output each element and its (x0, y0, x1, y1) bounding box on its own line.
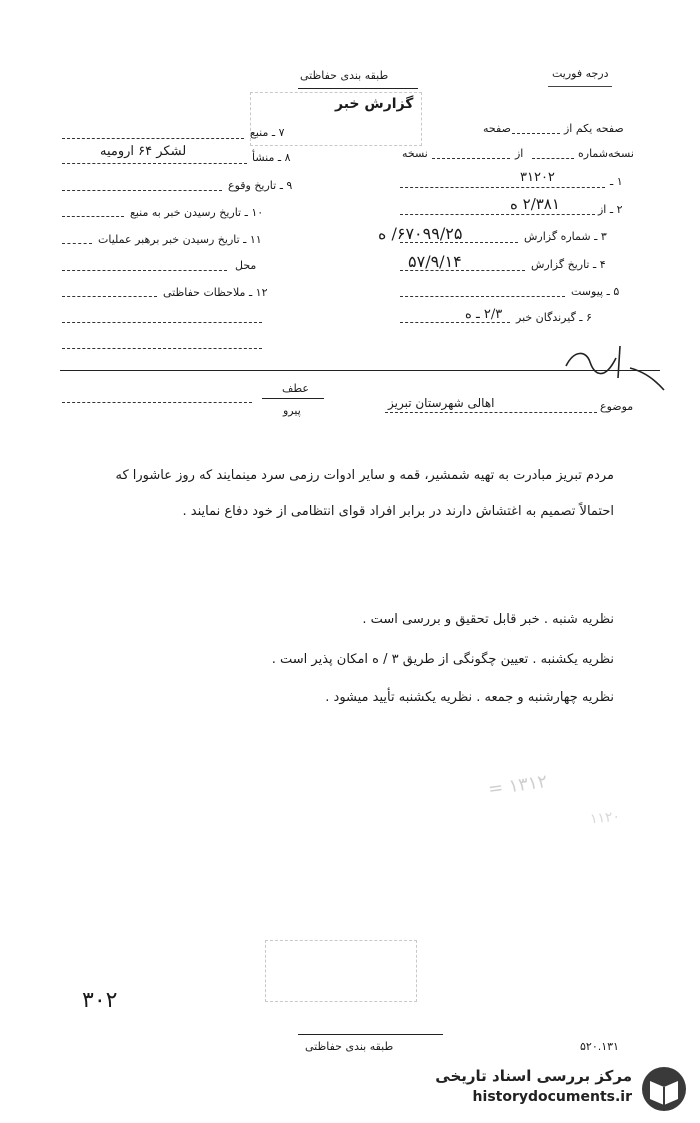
page-number: ۳۰۲ (82, 988, 118, 1013)
field-security-notes: ۱۲ ـ ملاحظات حفاظتی (163, 286, 268, 299)
field-5-label: ۵ ـ پیوست (571, 285, 620, 298)
field-2-label: ۲ ـ از (598, 203, 623, 216)
faint-stamp-bottom (265, 940, 417, 1002)
field-6-label: ۶ ـ گیرندگان خبر (516, 311, 592, 324)
evaluation-wednesday: نظریه چهارشنبه و جمعه . نظریه یکشنبه تأیید میشود . (325, 690, 614, 705)
footer-rule (298, 1034, 443, 1035)
field-2-value: ۲/۳۸۱ ه (510, 195, 560, 213)
urgency-underline (548, 86, 612, 87)
field-page: صفحه یکم از (564, 122, 624, 135)
subject-label: موضوع (600, 400, 634, 413)
faint-handwriting-2: ۱۱۲۰ (589, 808, 621, 828)
watermark-url: historydocuments.ir (472, 1089, 632, 1105)
field-1-label: ۱ ـ (610, 175, 623, 188)
field-location: محل (235, 259, 257, 272)
field-3-label: ۳ ـ شماره گزارش (524, 230, 607, 243)
top-classification: طبقه بندی حفاظتی (300, 69, 389, 82)
field-date-received-source: ۱۰ ـ تاریخ رسیدن خبر به منبع (130, 206, 264, 219)
field-4-label: ۴ ـ تاریخ گزارش (531, 258, 606, 271)
field-origin: ۸ ـ منشأ (252, 151, 291, 164)
subject-value: اهالی شهرستان تبریز (388, 396, 495, 410)
watermark (405, 1063, 690, 1115)
field-copy-number: نسخه‌شماره (578, 147, 634, 160)
bottom-classification: طبقه بندی حفاظتی (305, 1040, 394, 1053)
report-body: مردم تبریز مبادرت به تهیه شمشیر، قمه و سایر ادوات رزمی سرد مینمایند که روز عاشورا که احتمالاً تصمیم به اغتشاش دارند در برابر افراد قوای انتظامی از خود دفاع نمایند . (115, 468, 614, 519)
field-origin-value: لشکر ۶۴ ارومیه (100, 144, 187, 159)
field-copy-suffix: نسخه (402, 147, 428, 160)
faint-handwriting: = ۱۳۱۲ (486, 770, 549, 801)
field-page-suffix: صفحه (483, 122, 511, 135)
field-3-value: ۶۷۰۹۹/۲۵/ ه (378, 224, 463, 243)
reference-label: عطف (282, 382, 309, 395)
form-number: ۵۲۰.۱۳۱ (580, 1040, 619, 1053)
field-1-value: ۳۱۲۰۲ (520, 170, 555, 185)
watermark-name: مرکز بررسی اسناد تاریخی (435, 1067, 632, 1085)
form-title: گزارش خبر (335, 96, 414, 112)
handwritten-mark (560, 338, 670, 400)
urgency-label: درجه فوریت (552, 67, 609, 80)
evaluation-saturday: نظریه شنبه . خبر قابل تحقیق و بررسی است . (362, 612, 614, 627)
field-4-value: ۵۷/۹/۱۴ (408, 252, 462, 271)
section-separator (60, 370, 660, 371)
evaluation-sunday: نظریه یکشنبه . تعیین چگونگی از طریق ۳ / ه امکان پذیر است . (271, 652, 614, 667)
field-source: ۷ ـ منبع (250, 126, 285, 139)
follow-label: پیرو (283, 404, 301, 417)
field-6-value: ۲/۳ ـ ه (465, 307, 503, 322)
top-classification-rule (298, 88, 418, 89)
field-copy-middle: از (515, 147, 524, 160)
book-logo-icon (638, 1065, 690, 1113)
field-date-occurrence: ۹ ـ تاریخ وقوع (228, 179, 293, 192)
field-date-received-leader: ۱۱ ـ تاریخ رسیدن خبر برهبر عملیات (98, 233, 262, 246)
